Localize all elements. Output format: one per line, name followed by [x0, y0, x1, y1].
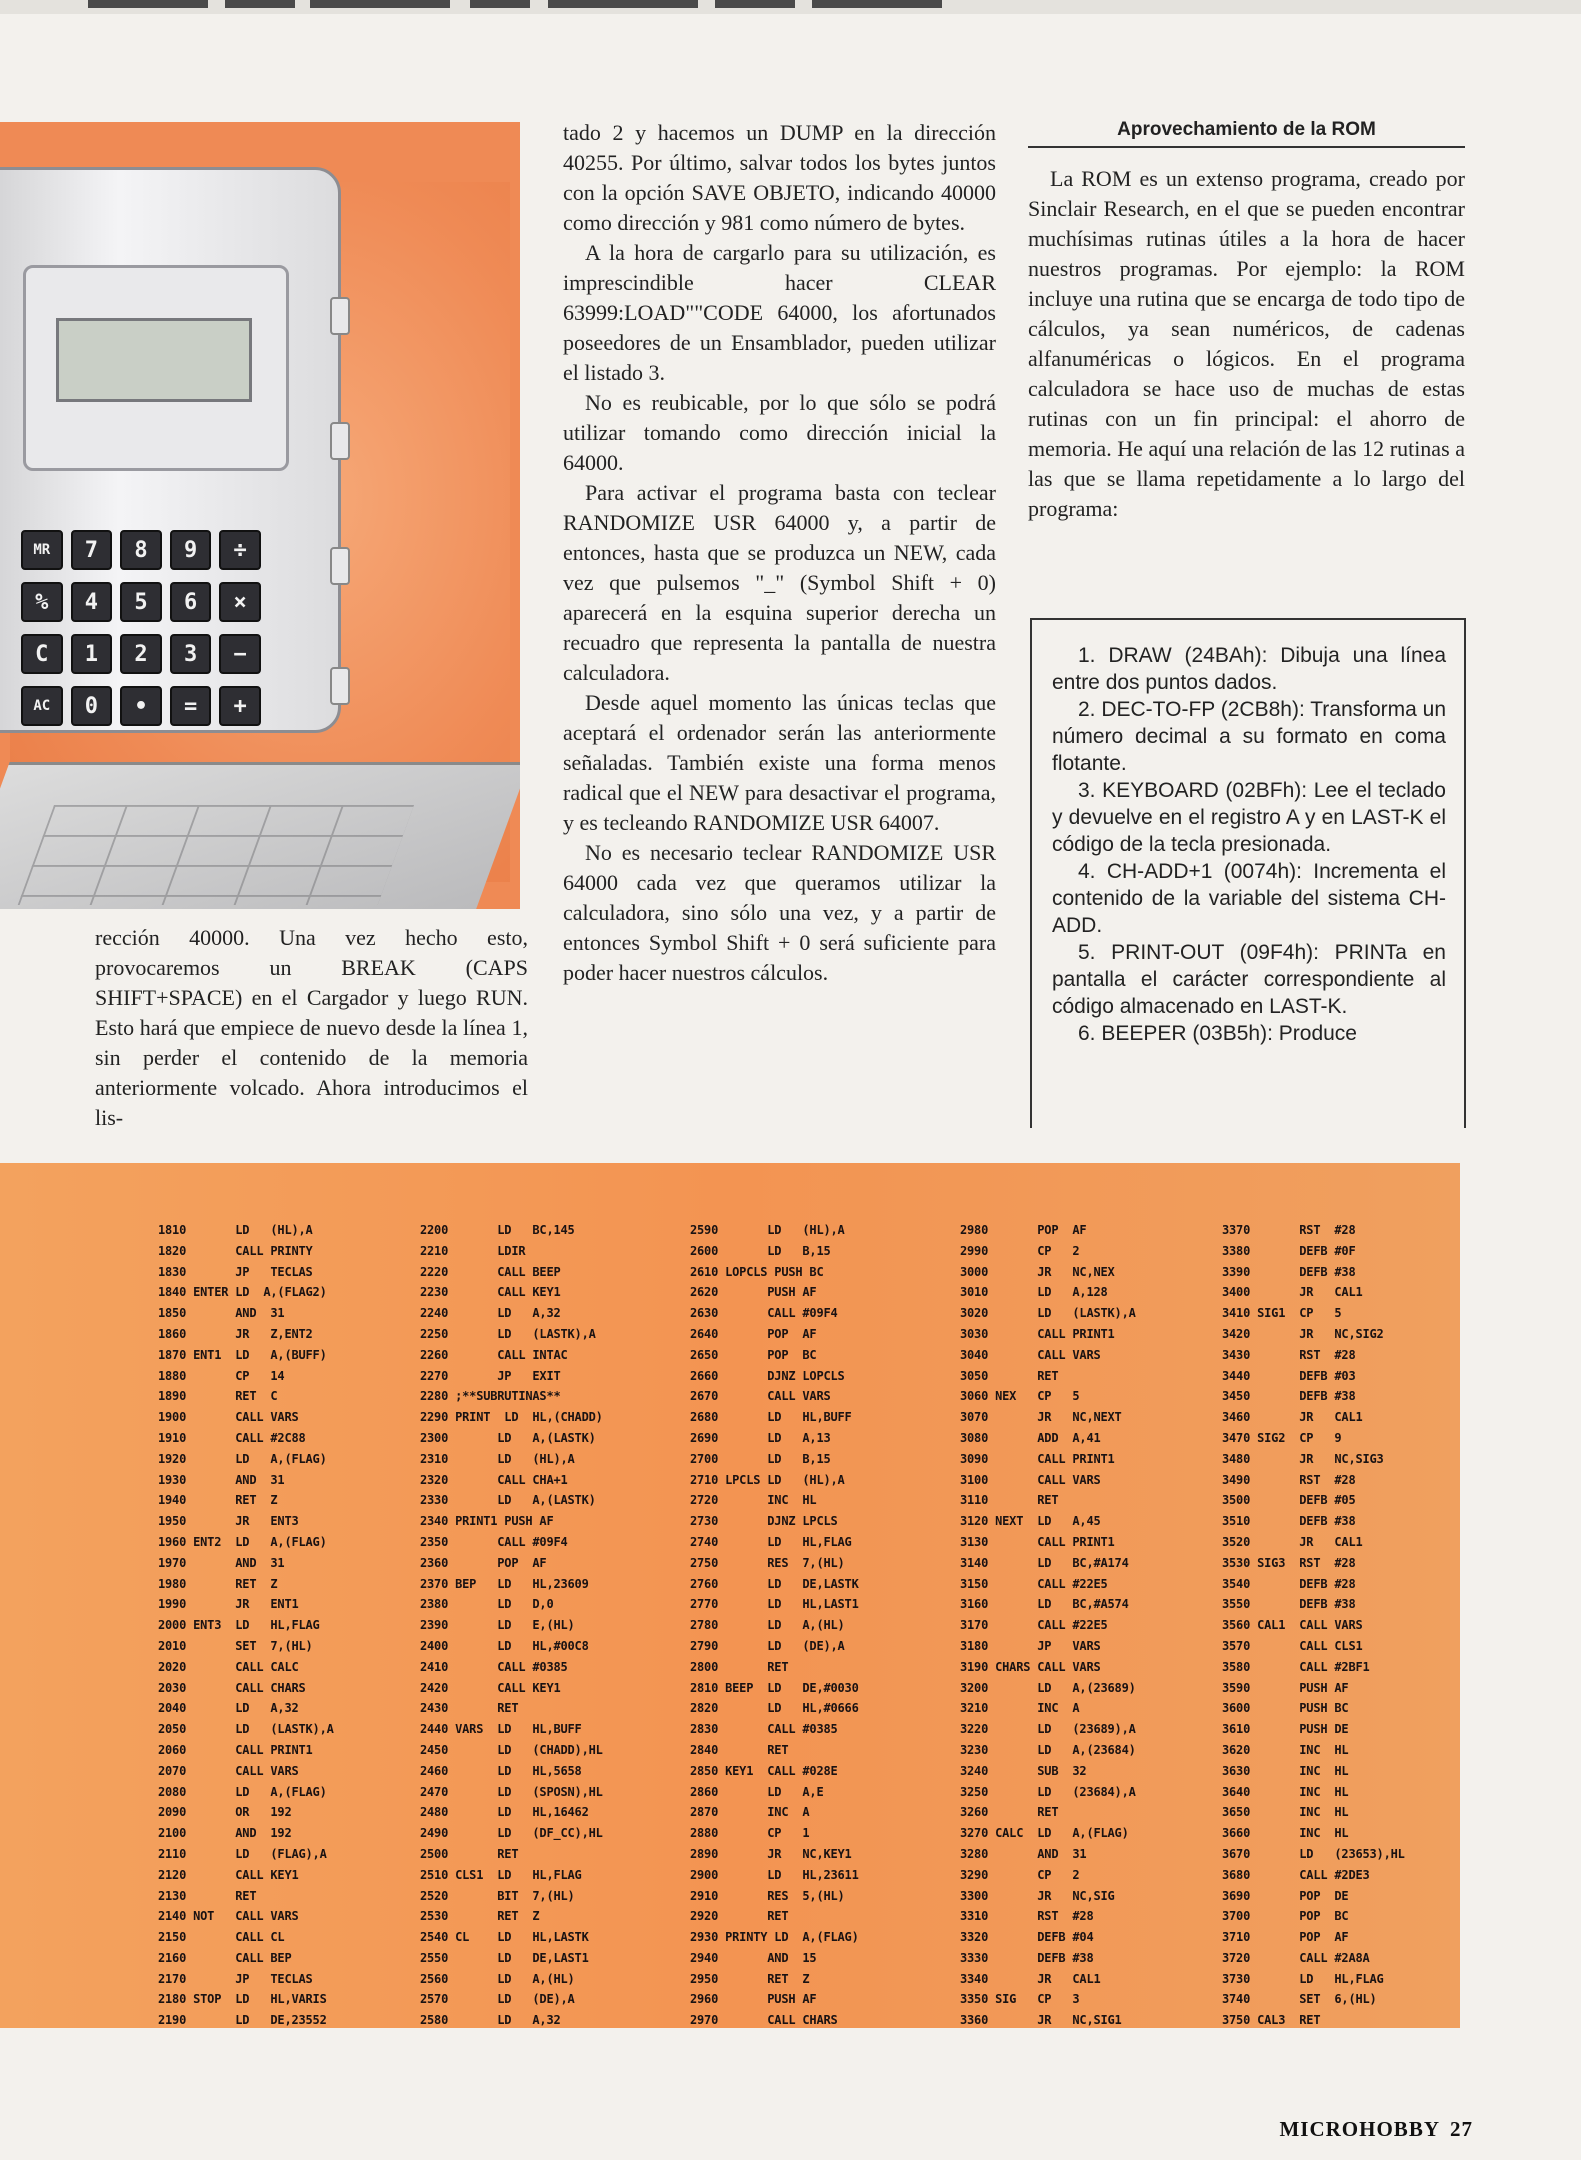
calculator-key: ×: [219, 582, 261, 622]
listing-line: 3750 CAL3 RET: [1222, 2013, 1321, 2028]
listing-line: 3420 JR NC,SIG2: [1222, 1326, 1384, 1341]
top-strip: [0, 0, 1581, 14]
listing-line: 2340 PRINT1 PUSH AF: [420, 1514, 554, 1529]
listing-line: 3530 SIG3 RST #28: [1222, 1555, 1356, 1570]
listing-line: 2920 RET: [690, 1909, 789, 1924]
listing-line: 3740 SET 6,(HL): [1222, 1992, 1377, 2007]
calculator-key: 8: [120, 530, 162, 570]
listing-line: 3150 CALL #22E5: [960, 1576, 1108, 1591]
listing-line: 2520 BIT 7,(HL): [420, 1888, 575, 1903]
listing-line: 2730 DJNZ LPCLS: [690, 1514, 838, 1529]
listing-line: 2020 CALL CALC: [158, 1659, 299, 1674]
listing-line: 3020 LD (LASTK),A: [960, 1306, 1136, 1321]
listing-line: 3220 LD (23689),A: [960, 1722, 1136, 1737]
listing-line: 2590 LD (HL),A: [690, 1223, 845, 1237]
listing-line: 3490 RST #28: [1222, 1472, 1356, 1487]
listing-line: 2690 LD A,13: [690, 1430, 831, 1445]
listing-line: 3500 DEFB #05: [1222, 1493, 1356, 1508]
paragraph: Para activar el programa basta con teclear RANDOMIZE USR 64000 y, a partir de entonces, hasta que se produzca un NEW, cada vez que pulsemos "_" (Symbol Shift + 0) aparecerá en la esquina superior derecha un recuadro que representa la pantalla de nuestra calculadora.: [563, 480, 996, 685]
listing-line: 3590 PUSH AF: [1222, 1680, 1349, 1695]
listing-line: 3510 DEFB #38: [1222, 1514, 1356, 1529]
listing-line: 2670 CALL VARS: [690, 1389, 831, 1404]
listing-line: 3070 JR NC,NEXT: [960, 1410, 1122, 1425]
listing-line: 2470 LD (SPOSN),HL: [420, 1784, 603, 1799]
listing-line: 3000 JR NC,NEX: [960, 1264, 1115, 1279]
page-number: 27: [1450, 2117, 1473, 2141]
routine-item: 4. CH-ADD+1 (0074h): Incrementa el contenido de la variable del sistema CH-ADD.: [1052, 860, 1446, 937]
listing-line: 2570 LD (DE),A: [420, 1992, 575, 2007]
assembly-listing: [0, 1163, 1460, 2028]
paragraph: tado 2 y hacemos un DUMP en la dirección 40255. Por último, salvar todos los bytes juntos con la opción SAVE OBJETO, indicando 40000 como dirección y 981 como número de bytes.: [563, 120, 996, 235]
listing-line: 2530 RET Z: [420, 1909, 540, 1924]
listing-line: 1810 LD (HL),A: [158, 1223, 313, 1237]
listing-line: 3610 PUSH DE: [1222, 1722, 1349, 1737]
listing-line: 2190 LD DE,23552: [158, 2013, 327, 2028]
calculator-key: AC: [21, 686, 63, 726]
paragraph: No es necesario teclear RANDOMIZE USR 64000 cada vez que queramos utilizar la calculadora, sino sólo una vez, y a partir de entonces Symbol Shift + 0 será suficiente para poder hacer nuestros cálculos.: [563, 840, 996, 985]
listing-line: 1900 CALL VARS: [158, 1410, 299, 1425]
listing-line: 2290 PRINT LD HL,(CHADD): [420, 1410, 603, 1425]
calculator-key: =: [170, 686, 212, 726]
listing-line: 2440 VARS LD HL,BUFF: [420, 1722, 582, 1737]
listing-line: 2150 CALL CL: [158, 1930, 285, 1945]
listing-line: 2710 LPCLS LD (HL),A: [690, 1472, 845, 1487]
listing-line: 3460 JR CAL1: [1222, 1410, 1363, 1425]
listing-line: 2540 CL LD HL,LASTK: [420, 1930, 589, 1945]
listing-line: 2980 POP AF: [960, 1223, 1087, 1237]
listing-line: 2760 LD DE,LASTK: [690, 1576, 859, 1591]
listing-line: 2810 BEEP LD DE,#0030: [690, 1680, 859, 1695]
listing-line: 2850 KEY1 CALL #028E: [690, 1763, 838, 1778]
listing-line: 2230 CALL KEY1: [420, 1285, 561, 1300]
listing-line: 2870 INC A: [690, 1805, 810, 1820]
listing-line: 3340 JR CAL1: [960, 1971, 1101, 1986]
listing-line: 2030 CALL CHARS: [158, 1680, 306, 1695]
listing-line: 2790 LD (DE),A: [690, 1638, 845, 1653]
listing-line: 2280 ;**SUBRUTINAS**: [420, 1389, 561, 1404]
listing-line: 1990 JR ENT1: [158, 1597, 299, 1612]
listing-line: 2950 RET Z: [690, 1971, 810, 1986]
listing-line: 1840 ENTER LD A,(FLAG2): [158, 1285, 327, 1300]
listing-line: 2220 CALL BEEP: [420, 1264, 561, 1279]
listing-column-3: [690, 1220, 859, 2031]
listing-line: 1930 AND 31: [158, 1472, 285, 1487]
listing-line: 3630 INC HL: [1222, 1763, 1349, 1778]
listing-line: 2600 LD B,15: [690, 1243, 831, 1258]
listing-line: 3580 CALL #2BF1: [1222, 1659, 1370, 1674]
listing-line: 2680 LD HL,BUFF: [690, 1410, 852, 1425]
listing-line: 2240 LD A,32: [420, 1306, 561, 1321]
listing-line: 1940 RET Z: [158, 1493, 278, 1508]
listing-line: 2960 PUSH AF: [690, 1992, 817, 2007]
listing-line: 2060 CALL PRINT1: [158, 1742, 313, 1757]
listing-line: 2740 LD HL,FLAG: [690, 1534, 852, 1549]
listing-line: 3370 RST #28: [1222, 1223, 1356, 1237]
listing-line: 1820 CALL PRINTY: [158, 1243, 313, 1258]
listing-line: 2860 LD A,E: [690, 1784, 824, 1799]
calculator-keypad: [21, 530, 261, 738]
listing-line: 2080 LD A,(FLAG): [158, 1784, 327, 1799]
paragraph: La ROM es un extenso programa, creado por Sinclair Research, en el que se pueden encontrar muchísimas rutinas útiles a la hora de hacer nuestros programas. Por ejemplo: la ROM incluye una rutina que se encarga de todo tipo de cálculos, ya sean numéricos, de cadenas alfanuméricas o lógicos. En el programa calculadora se hace uso de muchas de estas rutinas con un fin principal: el ahorro de memoria. He aquí una relación de las 12 rutinas a las que se llama repetidamente a lo largo del programa:: [1028, 166, 1465, 521]
listing-line: 2750 RES 7,(HL): [690, 1555, 845, 1570]
listing-line: 2070 CALL VARS: [158, 1763, 299, 1778]
listing-line: 3380 DEFB #0F: [1222, 1243, 1356, 1258]
listing-line: 3080 ADD A,41: [960, 1430, 1101, 1445]
listing-line: 1830 JP TECLAS: [158, 1264, 313, 1279]
listing-line: 2970 CALL CHARS: [690, 2013, 838, 2028]
listing-line: 3660 INC HL: [1222, 1826, 1349, 1841]
listing-line: 3160 LD BC,#A574: [960, 1597, 1129, 1612]
listing-line: 2370 BEP LD HL,23609: [420, 1576, 589, 1591]
listing-line: 3550 DEFB #38: [1222, 1597, 1356, 1612]
listing-line: 3110 RET: [960, 1493, 1059, 1508]
paragraph: A la hora de cargarlo para su utilización, es imprescindible hacer CLEAR 63999:LOAD""CODE 64000, los afortunados poseedores de un Ensamblador, pueden utilizar el listado 3.: [563, 240, 996, 385]
listing-line: 2820 LD HL,#0666: [690, 1701, 859, 1716]
listing-line: 3230 LD A,(23684): [960, 1742, 1136, 1757]
listing-line: 2250 LD (LASTK),A: [420, 1326, 596, 1341]
listing-line: 3210 INC A: [960, 1701, 1080, 1716]
calculator-key: %: [21, 582, 63, 622]
listing-line: 2910 RES 5,(HL): [690, 1888, 845, 1903]
calculator-key: 3: [170, 634, 212, 674]
listing-line: 2510 CLS1 LD HL,FLAG: [420, 1867, 582, 1882]
listing-line: 2560 LD A,(HL): [420, 1971, 575, 1986]
listing-line: 2410 CALL #0385: [420, 1659, 568, 1674]
calculator-key: •: [120, 686, 162, 726]
listing-line: 3140 LD BC,#A174: [960, 1555, 1129, 1570]
calculator-key: 4: [71, 582, 113, 622]
listing-line: 2650 POP BC: [690, 1347, 817, 1362]
listing-line: 2720 INC HL: [690, 1493, 817, 1508]
listing-line: 3670 LD (23653),HL: [1222, 1846, 1405, 1861]
listing-line: 2660 DJNZ LOPCLS: [690, 1368, 845, 1383]
listing-line: 2640 POP AF: [690, 1326, 817, 1341]
listing-line: 2260 CALL INTAC: [420, 1347, 568, 1362]
listing-line: 2210 LDIR: [420, 1243, 526, 1258]
listing-line: 3720 CALL #2A8A: [1222, 1950, 1370, 1965]
calculator-key: 0: [71, 686, 113, 726]
listing-line: 3320 DEFB #04: [960, 1930, 1094, 1945]
listing-line: 2110 LD (FLAG),A: [158, 1846, 327, 1861]
listing-line: 2350 CALL #09F4: [420, 1534, 568, 1549]
listing-line: 3190 CHARS CALL VARS: [960, 1659, 1101, 1674]
listing-line: 3120 NEXT LD A,45: [960, 1514, 1101, 1529]
listing-line: 2490 LD (DF_CC),HL: [420, 1826, 603, 1841]
listing-line: 3730 LD HL,FLAG: [1222, 1971, 1384, 1986]
listing-line: 2420 CALL KEY1: [420, 1680, 561, 1695]
listing-line: 2120 CALL KEY1: [158, 1867, 299, 1882]
listing-line: 3280 AND 31: [960, 1846, 1087, 1861]
listing-line: 2890 JR NC,KEY1: [690, 1846, 852, 1861]
listing-line: 2310 LD (HL),A: [420, 1451, 575, 1466]
listing-line: 1880 CP 14: [158, 1368, 285, 1383]
listing-line: 3640 INC HL: [1222, 1784, 1349, 1799]
article-column-2: [563, 118, 996, 988]
listing-line: 1910 CALL #2C88: [158, 1430, 306, 1445]
calculator-key: −: [219, 634, 261, 674]
listing-line: 3310 RST #28: [960, 1909, 1094, 1924]
listing-line: 2830 CALL #0385: [690, 1722, 838, 1737]
paragraph: Desde aquel momento las únicas teclas que aceptará el ordenador serán las anteriormente señaladas. También existe una forma menos radical que el NEW para desactivar el programa, y es tecleando RANDOMIZE USR 64007.: [563, 690, 996, 835]
calculator-key: ÷: [219, 530, 261, 570]
listing-line: 2270 JP EXIT: [420, 1368, 561, 1383]
listing-line: 2610 LOPCLS PUSH BC: [690, 1264, 824, 1279]
listing-line: 2050 LD (LASTK),A: [158, 1722, 334, 1737]
article-column-1: [95, 923, 528, 1133]
listing-line: 3410 SIG1 CP 5: [1222, 1306, 1342, 1321]
pocket-calculator-drawing: [0, 167, 341, 733]
listing-line: 2360 POP AF: [420, 1555, 547, 1570]
listing-line: 1920 LD A,(FLAG): [158, 1451, 327, 1466]
listing-line: 1850 AND 31: [158, 1306, 285, 1321]
listing-line: 2390 LD E,(HL): [420, 1618, 575, 1633]
listing-line: 2880 CP 1: [690, 1826, 810, 1841]
calculator-key: 2: [120, 634, 162, 674]
listing-line: 2100 AND 192: [158, 1826, 292, 1841]
calculator-key: 6: [170, 582, 212, 622]
listing-line: 2580 LD A,32: [420, 2013, 561, 2028]
listing-line: 2300 LD A,(LASTK): [420, 1430, 596, 1445]
listing-line: 2180 STOP LD HL,VARIS: [158, 1992, 327, 2007]
listing-line: 2460 LD HL,5658: [420, 1763, 582, 1778]
listing-line: 3620 INC HL: [1222, 1742, 1349, 1757]
calculator-key: 1: [71, 634, 113, 674]
listing-line: 2380 LD D,0: [420, 1597, 554, 1612]
listing-line: 3100 CALL VARS: [960, 1472, 1101, 1487]
calculator-illustration: [0, 122, 520, 909]
keyboard-drawing: [0, 762, 520, 909]
listing-line: 3060 NEX CP 5: [960, 1389, 1080, 1404]
listing-line: 1860 JR Z,ENT2: [158, 1326, 313, 1341]
listing-line: 3440 DEFB #03: [1222, 1368, 1356, 1383]
listing-line: 3030 CALL PRINT1: [960, 1326, 1115, 1341]
calculator-key: 5: [120, 582, 162, 622]
listing-line: 2170 JP TECLAS: [158, 1971, 313, 1986]
listing-line: 3250 LD (23684),A: [960, 1784, 1136, 1799]
calculator-key: 7: [71, 530, 113, 570]
listing-line: 3010 LD A,128: [960, 1285, 1108, 1300]
listing-line: 2330 LD A,(LASTK): [420, 1493, 596, 1508]
listing-line: 2000 ENT3 LD HL,FLAG: [158, 1618, 320, 1633]
listing-line: 2990 CP 2: [960, 1243, 1080, 1258]
calculator-key: 9: [170, 530, 212, 570]
listing-line: 3170 CALL #22E5: [960, 1618, 1108, 1633]
routine-item: 2. DEC-TO-FP (2CB8h): Transforma un número decimal a su formato en coma flotante.: [1052, 698, 1447, 775]
listing-line: 2620 PUSH AF: [690, 1285, 817, 1300]
paragraph: rección 40000. Una vez hecho esto, provocaremos un BREAK (CAPS SHIFT+SPACE) en el Cargador y luego RUN. Esto hará que empiece de nuevo desde la línea 1, sin perder el contenido de la memoria anteriormente volcado. Ahora introducimos el lis-: [95, 925, 528, 1130]
listing-line: 3040 CALL VARS: [960, 1347, 1101, 1362]
calculator-key: C: [21, 634, 63, 674]
article-column-3: [1028, 118, 1465, 524]
listing-line: 3090 CALL PRINT1: [960, 1451, 1115, 1466]
listing-line: 3570 CALL CLS1: [1222, 1638, 1363, 1653]
listing-column-5: [1222, 1220, 1405, 2031]
listing-line: 3350 SIG CP 3: [960, 1992, 1080, 2007]
listing-line: 2130 RET: [158, 1888, 257, 1903]
calculator-key: MR: [21, 530, 63, 570]
listing-line: 2630 CALL #09F4: [690, 1306, 838, 1321]
listing-line: 3680 CALL #2DE3: [1222, 1867, 1370, 1882]
listing-line: 3200 LD A,(23689): [960, 1680, 1136, 1695]
routine-item: 6. BEEPER (03B5h): Produce: [1078, 1022, 1357, 1045]
listing-line: 2010 SET 7,(HL): [158, 1638, 313, 1653]
listing-line: 2700 LD B,15: [690, 1451, 831, 1466]
listing-line: 3050 RET: [960, 1368, 1059, 1383]
listing-line: 3360 JR NC,SIG1: [960, 2013, 1122, 2028]
listing-line: 3290 CP 2: [960, 1867, 1080, 1882]
listing-line: 3240 SUB 32: [960, 1763, 1087, 1778]
listing-column-4: [960, 1220, 1136, 2031]
listing-line: 3540 DEFB #28: [1222, 1576, 1356, 1591]
listing-line: 2800 RET: [690, 1659, 789, 1674]
listing-line: 3450 DEFB #38: [1222, 1389, 1356, 1404]
listing-line: 2450 LD (CHADD),HL: [420, 1742, 603, 1757]
listing-line: 3650 INC HL: [1222, 1805, 1349, 1820]
listing-line: 3270 CALC LD A,(FLAG): [960, 1826, 1129, 1841]
listing-line: 2320 CALL CHA+1: [420, 1472, 568, 1487]
listing-line: 1870 ENT1 LD A,(BUFF): [158, 1347, 327, 1362]
listing-line: 1980 RET Z: [158, 1576, 278, 1591]
page-footer: [1279, 2117, 1473, 2142]
listing-line: 3400 JR CAL1: [1222, 1285, 1363, 1300]
listing-column-2: [420, 1220, 603, 2031]
listing-line: 2930 PRINTY LD A,(FLAG): [690, 1930, 859, 1945]
listing-line: 3700 POP BC: [1222, 1909, 1349, 1924]
listing-line: 3330 DEFB #38: [960, 1950, 1094, 1965]
listing-line: 2840 RET: [690, 1742, 789, 1757]
listing-line: 2140 NOT CALL VARS: [158, 1909, 299, 1924]
listing-line: 3690 POP DE: [1222, 1888, 1349, 1903]
routine-item: 3. KEYBOARD (02BFh): Lee el teclado y devuelve en el registro A y en LAST-K el código de la tecla presionada.: [1052, 779, 1446, 856]
listing-line: 1890 RET C: [158, 1389, 278, 1404]
listing-line: 1950 JR ENT3: [158, 1514, 299, 1529]
section-heading: Aprovechamiento de la ROM: [1028, 118, 1465, 148]
listing-line: 2550 LD DE,LAST1: [420, 1950, 589, 1965]
calculator-key: +: [219, 686, 261, 726]
listing-line: 2400 LD HL,#00C8: [420, 1638, 589, 1653]
listing-line: 1960 ENT2 LD A,(FLAG): [158, 1534, 327, 1549]
paragraph: No es reubicable, por lo que sólo se podrá utilizar tomando como dirección inicial la 64000.: [563, 390, 996, 475]
listing-line: 3300 JR NC,SIG: [960, 1888, 1115, 1903]
listing-line: 3130 CALL PRINT1: [960, 1534, 1115, 1549]
listing-line: 2500 RET: [420, 1846, 519, 1861]
listing-line: 3710 POP AF: [1222, 1930, 1349, 1945]
routine-item: 1. DRAW (24BAh): Dibuja una línea entre dos puntos dados.: [1052, 644, 1446, 694]
listing-line: 2770 LD HL,LAST1: [690, 1597, 859, 1612]
listing-line: 2090 OR 192: [158, 1805, 292, 1820]
listing-line: 3600 PUSH BC: [1222, 1701, 1349, 1716]
listing-line: 2780 LD A,(HL): [690, 1618, 845, 1633]
listing-line: 3390 DEFB #38: [1222, 1264, 1356, 1279]
listing-line: 3180 JP VARS: [960, 1638, 1101, 1653]
listing-column-1: [158, 1220, 334, 2031]
rom-routines-box: [1030, 618, 1466, 1128]
listing-line: 3560 CAL1 CALL VARS: [1222, 1618, 1363, 1633]
magazine-name: MICROHOBBY: [1279, 2117, 1440, 2141]
listing-line: 1970 AND 31: [158, 1555, 285, 1570]
routine-item: 5. PRINT-OUT (09F4h): PRINTa en pantalla el carácter correspondiente al código almacenado en LAST-K.: [1052, 941, 1446, 1018]
listing-line: 2430 RET: [420, 1701, 519, 1716]
listing-line: 3520 JR CAL1: [1222, 1534, 1363, 1549]
listing-line: 3480 JR NC,SIG3: [1222, 1451, 1384, 1466]
listing-line: 2480 LD HL,16462: [420, 1805, 589, 1820]
listing-line: 3470 SIG2 CP 9: [1222, 1430, 1342, 1445]
listing-line: 2940 AND 15: [690, 1950, 817, 1965]
listing-line: 2200 LD BC,145: [420, 1223, 575, 1237]
listing-line: 3260 RET: [960, 1805, 1059, 1820]
listing-line: 2900 LD HL,23611: [690, 1867, 859, 1882]
calculator-display: [56, 318, 252, 402]
listing-line: 3430 RST #28: [1222, 1347, 1356, 1362]
listing-line: 2040 LD A,32: [158, 1701, 299, 1716]
listing-line: 2160 CALL BEP: [158, 1950, 292, 1965]
